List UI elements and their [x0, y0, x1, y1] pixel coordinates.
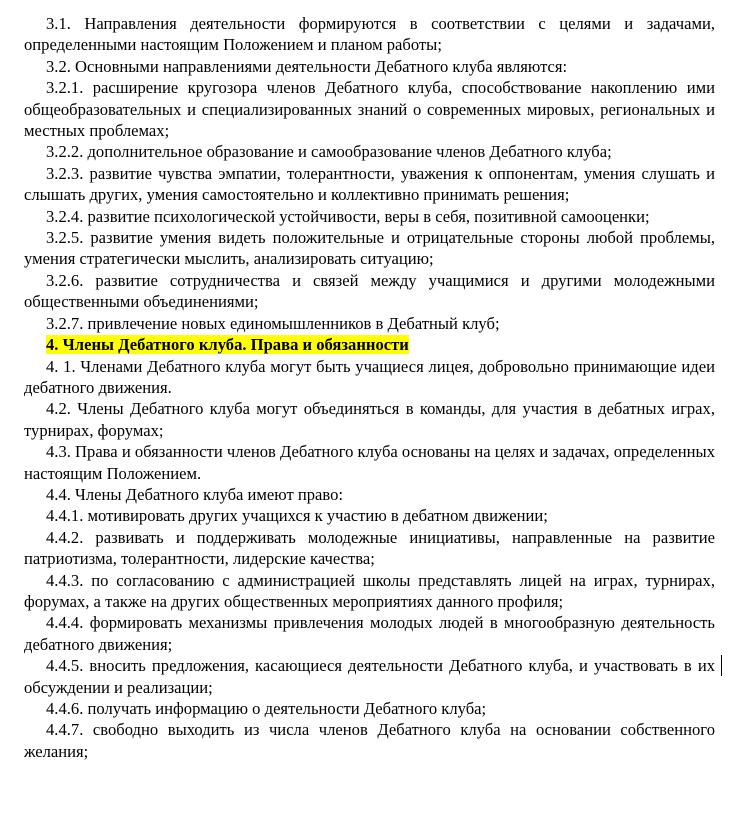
paragraph-4-1: 4. 1. Членами Дебатного клуба могут быть учащиеся лицея, добровольно принимающие идеи дебатного движения. [24, 356, 715, 397]
paragraph-4-4-2: 4.4.2. развивать и поддерживать молодежные инициативы, направленные на развитие патриотизма, толерантности, лидерские качества; [24, 527, 715, 569]
paragraph-4-4-1: 4.4.1. мотивировать других учащихся к участию в дебатном движении; [46, 506, 548, 526]
paragraph-4-3: 4.3. Права и обязанности членов Дебатного клуба основаны на целях и задачах, определенных настоящим Положением. [24, 442, 715, 483]
document-page[interactable] [24, 13, 715, 762]
paragraph-4-4-3: 4.4.3. по согласованию с администрацией школы представлять лицей на играх, турнирах, форумах, а также на других общественных мероприятиях данного профиля; [24, 570, 715, 611]
paragraph-3-2-4: 3.2.4. развитие психологической устойчивости, веры в себя, позитивной самооценки; [46, 206, 650, 226]
paragraph-3-2-7: 3.2.7. привлечение новых единомышленников в Дебатный клуб; [46, 313, 500, 333]
paragraph-3-2-6: 3.2.6. развитие сотрудничества и связей между учащимися и другими молодежными общественными объединениями; [24, 270, 715, 312]
paragraph-3-2-3: 3.2.3. развитие чувства эмпатии, толерантности, уважения к оппонентам, умения слушать и слышать других, умения самостоятельно и коллективно принимать решения; [24, 163, 715, 205]
paragraph-3-2-2: 3.2.2. дополнительное образование и самообразование членов Дебатного клуба; [46, 142, 612, 162]
paragraph-4-4-4: 4.4.4. формировать механизмы привлечения молодых людей в многообразную деятельность дебатного движения; [24, 613, 715, 654]
paragraph-4-4-5: 4.4.5. вносить предложения, касающиеся деятельности Дебатного клуба, и участвовать в их обсуждении и реализации; [24, 656, 715, 697]
paragraph-4-4-6: 4.4.6. получать информацию о деятельности Дебатного клуба; [46, 699, 487, 718]
text-cursor [721, 655, 722, 676]
paragraph-3-1: 3.1. Направления деятельности формируются в соответствии с целями и задачами, определенными настоящим Положением и планом работы; [24, 14, 715, 55]
paragraph-4-4: 4.4. Члены Дебатного клуба имеют право: [46, 484, 344, 504]
paragraph-3-2: 3.2. Основными направлениями деятельности Дебатного клуба являются: [46, 56, 568, 76]
paragraph-4-4-7: 4.4.7. свободно выходить из числа членов Дебатного клуба на основании собственного желания; [24, 720, 715, 761]
paragraph-3-2-5: 3.2.5. развитие умения видеть положительные и отрицательные стороны любой проблемы, умения стратегически мыслить, анализировать ситуацию; [24, 228, 715, 269]
section-heading-4 [24, 334, 715, 355]
paragraph-4-2: 4.2. Члены Дебатного клуба могут объединяться в команды, для участия в дебатных играх, турнирах, форумах; [24, 399, 715, 440]
heading-highlight: 4. Члены Дебатного клуба. Права и обязанности [46, 335, 409, 355]
paragraph-3-2-1: 3.2.1. расширение кругозора членов Дебатного клуба, способствование накоплению ими общеобразовательных и специализированных знаний о современных мировых, региональных и местных проблемах; [24, 78, 715, 141]
